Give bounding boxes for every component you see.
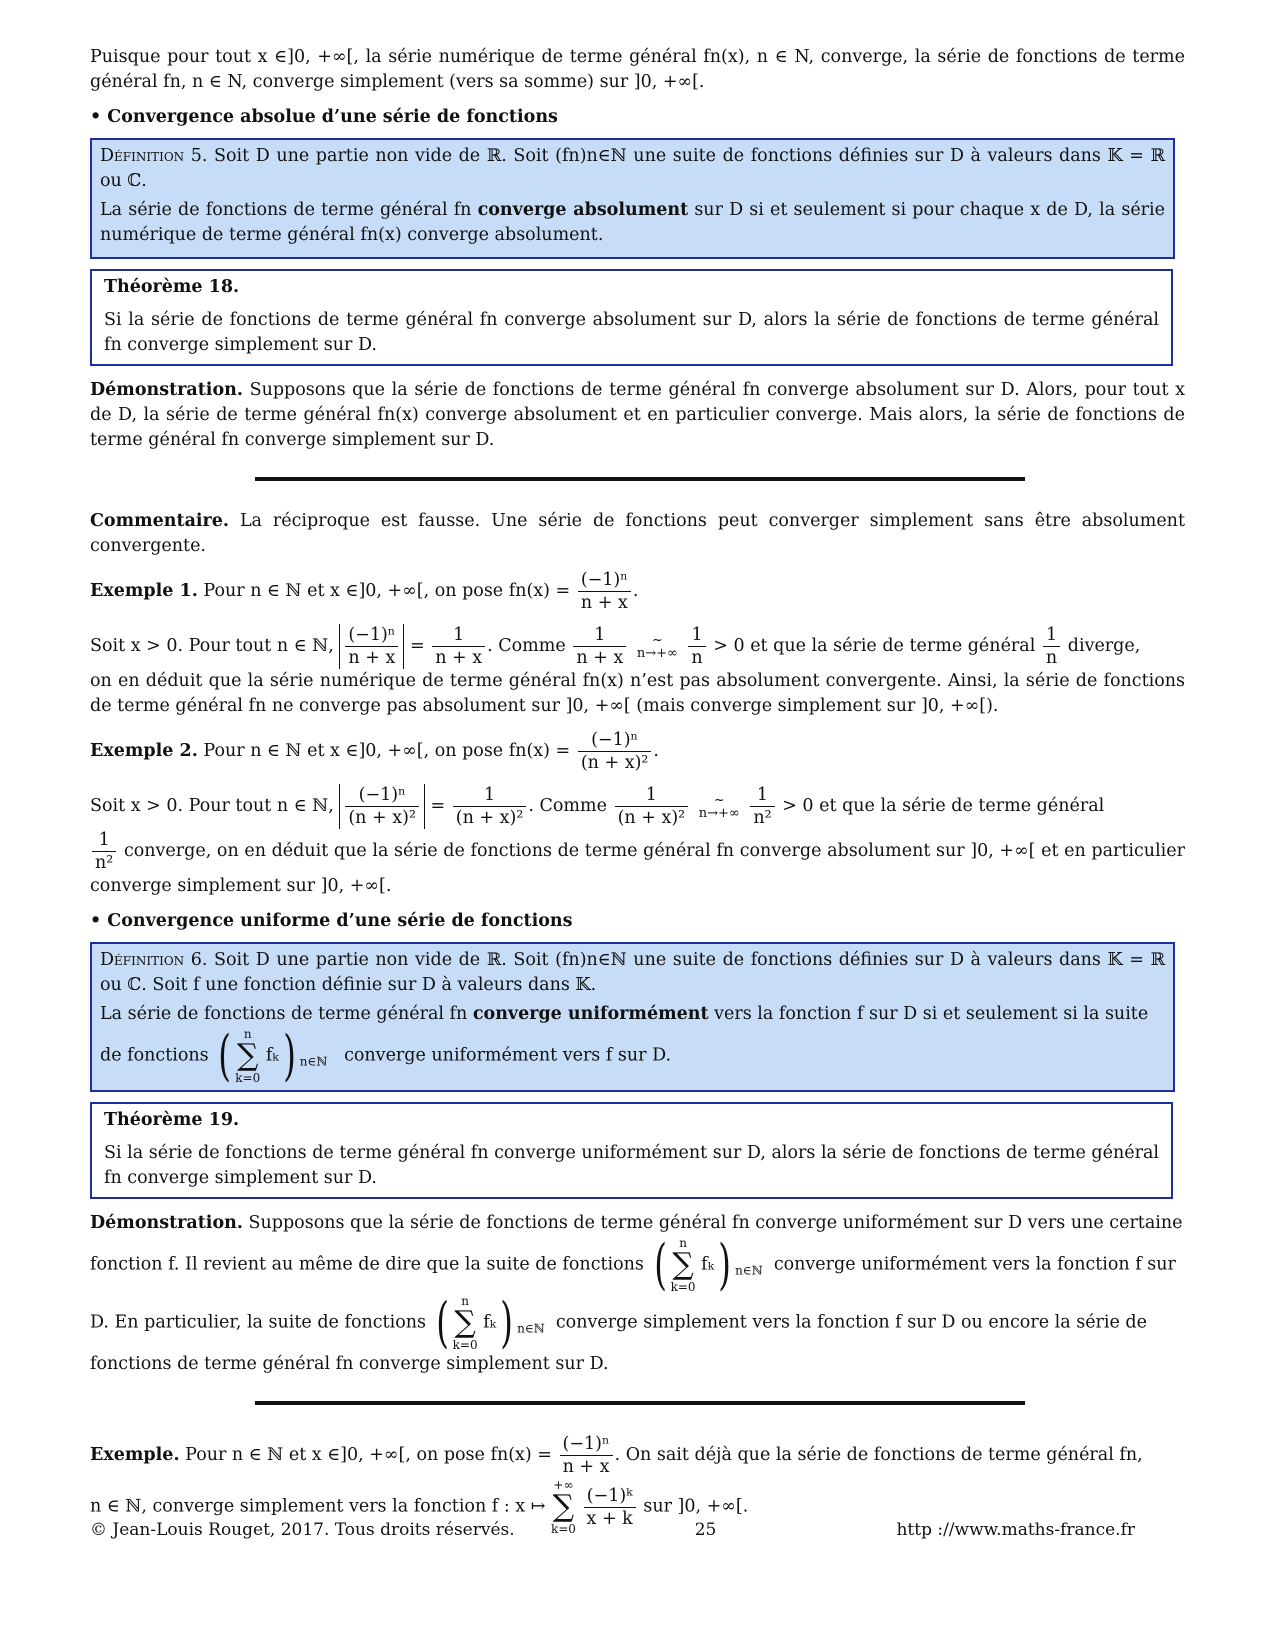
ex2-label: Exemple 2.	[90, 741, 198, 761]
ex1-frac-n2	[1043, 624, 1060, 669]
def6-sum-top: n	[243, 1027, 252, 1041]
ex2-oneb-den: (n + x)²	[617, 808, 686, 828]
ex1-oneb-den: n + x	[576, 648, 624, 668]
ex1-n2-num: 1	[1043, 624, 1060, 647]
ex2-oneb-num: 1	[615, 784, 689, 807]
def5-p1	[100, 144, 1165, 194]
ex2-l2a: Soit x > 0. Pour tout n ∈ ℕ,	[90, 796, 334, 816]
theorem-19-box	[90, 1102, 1173, 1199]
demo2-l1: Supposons que la série de fonctions de terme général fn converge uniformément sur D vers une certaine	[248, 1213, 1183, 1233]
footer-copyright: © Jean-Louis Rouget, 2017. Tous droits réservés.	[90, 1520, 515, 1540]
thm19-title: Théorème 19.	[104, 1110, 240, 1130]
def6-p2	[100, 1002, 1165, 1027]
ex1-oneb-num: 1	[573, 624, 626, 647]
ex2-frac-n2-b	[92, 829, 116, 874]
ex1-l2a: Soit x > 0. Pour tout n ∈ ℕ,	[90, 636, 334, 656]
ex2-den: (n + x)²	[580, 753, 649, 773]
ex2-abs-num: (−1)ⁿ	[345, 784, 419, 807]
demo2-line2	[90, 1233, 1185, 1296]
ex1-l2c: > 0 et que la série de terme général	[713, 636, 1036, 656]
demo2-sum2-bottom: k=0	[452, 1338, 478, 1352]
ex2-equiv-sub: n→+∞	[698, 805, 740, 821]
thm19-text: Si la série de fonctions de terme général fn converge uniformément sur D, alors la série de fonctions de terme général fn converge simplement sur D.	[104, 1143, 1159, 1188]
def6-sum-term: fₖ	[265, 1045, 279, 1066]
ex1-frac-n	[688, 624, 705, 669]
def5-label: Définition 5.	[100, 146, 208, 166]
ex2-rest: converge, on en déduit que la série de fonctions de terme général fn converge absolument sur ]0, +∞[ et en particulier converge simplement sur ]0, +∞[.	[90, 841, 1185, 896]
ex1-num: (−1)ⁿ	[578, 569, 631, 592]
ex1-one-den: n + x	[435, 648, 483, 668]
demo2-l3a: D. En particulier, la suite de fonctions	[90, 1312, 426, 1333]
comment-text: La réciproque est fausse. Une série de fonctions peut converger simplement sans être absolument convergente.	[90, 511, 1185, 556]
def6-bold: converge uniformément	[472, 1004, 709, 1024]
ex3-l2b: sur ]0, +∞[.	[643, 1496, 749, 1517]
ex1-l2d: diverge,	[1067, 636, 1141, 656]
ex1-n2-den: n	[1045, 648, 1058, 668]
ex3-l1a: Pour n ∈ ℕ et x ∈]0, +∞[, on pose fn(x) =	[185, 1445, 552, 1465]
ex1-l2b: . Comme	[487, 636, 566, 656]
definition-6-box	[90, 942, 1175, 1092]
def5-text1: Soit D une partie non vide de ℝ. Soit (fn)n∈ℕ une suite de fonctions définies sur D à valeurs dans 𝕂 = ℝ ou ℂ.	[100, 146, 1165, 191]
def6-sum	[235, 1027, 260, 1085]
section-title-absolute: • Convergence absolue d’une série de fonctions	[90, 107, 558, 127]
ex1-one-num: 1	[432, 624, 485, 647]
def5-bold: converge absolument	[477, 200, 689, 220]
ex2-fraction	[578, 729, 652, 774]
ex1-n-den: n	[691, 648, 703, 668]
ex1-abs-den: n + x	[348, 648, 396, 668]
demo1-paragraph	[90, 378, 1185, 453]
ex3-l1b: . On sait déjà que la série de fonctions de terme général fn,	[614, 1445, 1143, 1465]
demo2-sum1-top: n	[679, 1236, 687, 1250]
ex2-n2-den: n²	[753, 808, 772, 828]
ex2-l2c: > 0 et que la série de terme général	[782, 796, 1105, 816]
ex1-fraction	[578, 569, 631, 614]
demo2-l3b: converge simplement vers la fonction f sur D ou encore la série de	[555, 1312, 1147, 1333]
ex3-den: n + x	[562, 1457, 610, 1477]
demo2-sum1-term: fₖ	[701, 1254, 714, 1275]
def6-sum-sub: n∈ℕ	[299, 1054, 328, 1069]
ex2-n2b-num: 1	[92, 829, 116, 852]
ex1-label: Exemple 1.	[90, 581, 198, 601]
ex1-abs-num: (−1)ⁿ	[345, 624, 398, 647]
left-paren: (	[435, 1291, 449, 1354]
comment-paragraph	[90, 509, 1185, 559]
def6-p1	[100, 948, 1165, 998]
ex1-equiv: ~ n→+∞	[636, 632, 678, 661]
demo1-label: Démonstration.	[90, 380, 243, 400]
ex2-n2-num: 1	[750, 784, 774, 807]
section-title-uniform: • Convergence uniforme d’une série de fonctions	[90, 911, 573, 931]
ex2-line1: Exemple 2. Pour n ∈ ℕ et x ∈]0, +∞[, on pose fn(x) = $\frac{\text{(−1)ⁿ}}{\text{(n + x)²}}$ .	[90, 730, 659, 773]
ex1-equiv-sub: n→+∞	[636, 645, 678, 661]
divider-rule-2	[255, 1401, 1025, 1405]
demo2-label: Démonstration.	[90, 1213, 243, 1233]
def6-text3a: de fonctions	[100, 1045, 209, 1066]
demo2-sum2-sub: n∈ℕ	[517, 1321, 545, 1336]
ex1-abs	[339, 624, 404, 669]
ex1-frac-one	[432, 624, 485, 669]
ex3-line1	[90, 1433, 1185, 1478]
demo2-sum1-sigma: ∑	[672, 1247, 694, 1282]
demo2-sum1-sub: n∈ℕ	[735, 1263, 763, 1278]
ex1-frac-one-b	[573, 624, 626, 669]
ex3-label: Exemple.	[90, 1445, 180, 1465]
def6-p3	[100, 1024, 1165, 1087]
theorem-18-box	[90, 269, 1173, 366]
demo2-paragraph	[90, 1211, 1185, 1236]
demo2-line4: fonctions de terme général fn converge simplement sur D.	[90, 1354, 609, 1374]
def5-p2	[100, 198, 1165, 248]
page-footer	[90, 1520, 1135, 1540]
ex3-sum-bottom: k=0	[550, 1522, 576, 1536]
ex1-den: n + x	[580, 593, 628, 613]
divider-rule-1	[255, 477, 1025, 481]
ex2-line1-text: Pour n ∈ ℕ et x ∈]0, +∞[, on pose fn(x) =	[203, 741, 571, 761]
demo2-sum1-bottom: k=0	[670, 1280, 696, 1294]
ex2-frac-one	[453, 784, 527, 829]
demo2-sum2	[453, 1294, 478, 1352]
ex2-n2b-den: n²	[95, 853, 114, 873]
document-page	[90, 45, 1185, 1546]
ex2-one-den: (n + x)²	[455, 808, 524, 828]
ex1-rest: on en déduit que la série numérique de terme général fn(x) n’est pas absolument convergente. Ainsi, la série de fonctions de terme général fn ne converge pas absolument sur ]0, +∞[ (mais converge simplement sur ]0, +∞[).	[90, 671, 1185, 716]
ex3-num: (−1)ⁿ	[560, 1433, 613, 1456]
right-paren: )	[718, 1233, 731, 1296]
ex1-line1-text: Pour n ∈ ℕ et x ∈]0, +∞[, on pose fn(x) =	[203, 581, 571, 601]
demo2-sum2-term: fₖ	[483, 1312, 497, 1333]
ex1-n-num: 1	[688, 624, 705, 647]
def6-text3b: converge uniformément vers f sur D.	[344, 1045, 672, 1066]
thm18-title: Théorème 18.	[104, 277, 240, 297]
def6-text1: Soit D une partie non vide de ℝ. Soit (fn)n∈ℕ une suite de fonctions définies sur D à valeurs dans 𝕂 = ℝ ou ℂ. Soit f une fonction définie sur D à valeurs dans 𝕂.	[100, 950, 1165, 995]
demo2-sum2-top: n	[461, 1294, 469, 1308]
demo2-line3	[90, 1291, 1185, 1354]
ex3-sum-sigma: ∑	[552, 1489, 575, 1524]
right-paren: )	[282, 1024, 296, 1087]
def6-sum-bottom: k=0	[235, 1071, 261, 1085]
demo2-l2a: fonction f. Il revient au même de dire que la suite de fonctions	[90, 1254, 644, 1275]
def6-text2b: vers la fonction f sur D si et seulement si la suite	[708, 1004, 1149, 1024]
ex1-line1: Exemple 1. Pour n ∈ ℕ et x ∈]0, +∞[, on pose fn(x) = $\frac{\text{(−1)ⁿ}}{n + x}$ .	[90, 570, 639, 613]
ex1-line2: Soit x > 0. Pour tout n ∈ ℕ, $\frac{\text{(−1)ⁿ}}{n + x}$ = $\frac{1}{n + x}$ . Comme $\frac{1}{n + x}$ ~ n→+∞ $\frac{1}{n}$ > 0 et que la série de terme général $\frac{1}{n}$ diverge,	[90, 625, 1141, 668]
ex2-abs-den: (n + x)²	[348, 808, 416, 828]
thm18-text: Si la série de fonctions de terme général fn converge absolument sur D, alors la série de fonctions de terme général fn converge simplement sur D.	[104, 310, 1159, 355]
ex3-den2: x + k	[586, 1508, 633, 1529]
def6-label: Définition 6.	[100, 950, 208, 970]
ex2-l2b: . Comme	[528, 796, 607, 816]
def5-text2b: sur D si et seulement si pour chaque x de D, la série numérique de terme général fn(x) converge absolument.	[100, 200, 1165, 245]
left-paren: (	[218, 1024, 232, 1087]
ex2-frac-one-b	[615, 784, 689, 829]
ex3-sum-top: +∞	[553, 1478, 574, 1492]
intro-paragraph: Puisque pour tout x ∈]0, +∞[, la série numérique de terme général fn(x), n ∈ N, converge, la série de fonctions de terme général fn, n ∈ N, converge simplement (vers sa somme) sur ]0, +∞[.	[90, 47, 1185, 92]
ex2-one-num: 1	[453, 784, 527, 807]
def6-text2a: La série de fonctions de terme général fn	[100, 1004, 473, 1024]
footer-page-number: 25	[694, 1520, 717, 1540]
demo1-text: Supposons que la série de fonctions de terme général fn converge absolument sur D. Alors, pour tout x de D, la série de terme général fn(x) converge absolument et en particulier converge. Mais alors, la série de fonctions de terme général fn converge simplement sur D.	[90, 380, 1185, 450]
ex3-fraction	[560, 1433, 613, 1478]
ex3-l2a: n ∈ ℕ, converge simplement vers la fonction f : x ↦	[90, 1496, 546, 1517]
comment-label: Commentaire.	[90, 511, 230, 531]
ex2-frac-n2	[750, 784, 774, 829]
def6-sigma: ∑	[237, 1038, 259, 1073]
ex2-abs	[339, 784, 425, 829]
ex3-num2: (−1)ᵏ	[584, 1485, 636, 1508]
def5-text2a: La série de fonctions de terme général fn	[100, 200, 478, 220]
ex2-num: (−1)ⁿ	[578, 729, 652, 752]
demo2-sum2-sigma: ∑	[454, 1305, 476, 1340]
footer-url[interactable]: http ://www.maths-france.fr	[896, 1520, 1135, 1540]
left-paren: (	[653, 1233, 667, 1296]
definition-5-box	[90, 138, 1175, 259]
ex2-rest-line	[90, 829, 1185, 899]
ex2-line2: Soit x > 0. Pour tout n ∈ ℕ, $\frac{\text{(−1)ⁿ}}{\text{(n + x)²}}$ = $\frac{1}{\text{(n + x)²}}$ . Comme $\frac{1}{\text{(n + x)²}}$ ~ n→+∞ $\frac{1}{\text{n²}}$ > 0 et que la série de terme général	[90, 785, 1105, 828]
demo2-sum1	[671, 1236, 696, 1294]
ex2-equiv: ~ n→+∞	[698, 792, 740, 821]
demo2-l2b: converge uniformément vers la fonction f sur	[773, 1254, 1176, 1275]
right-paren: )	[500, 1291, 513, 1354]
